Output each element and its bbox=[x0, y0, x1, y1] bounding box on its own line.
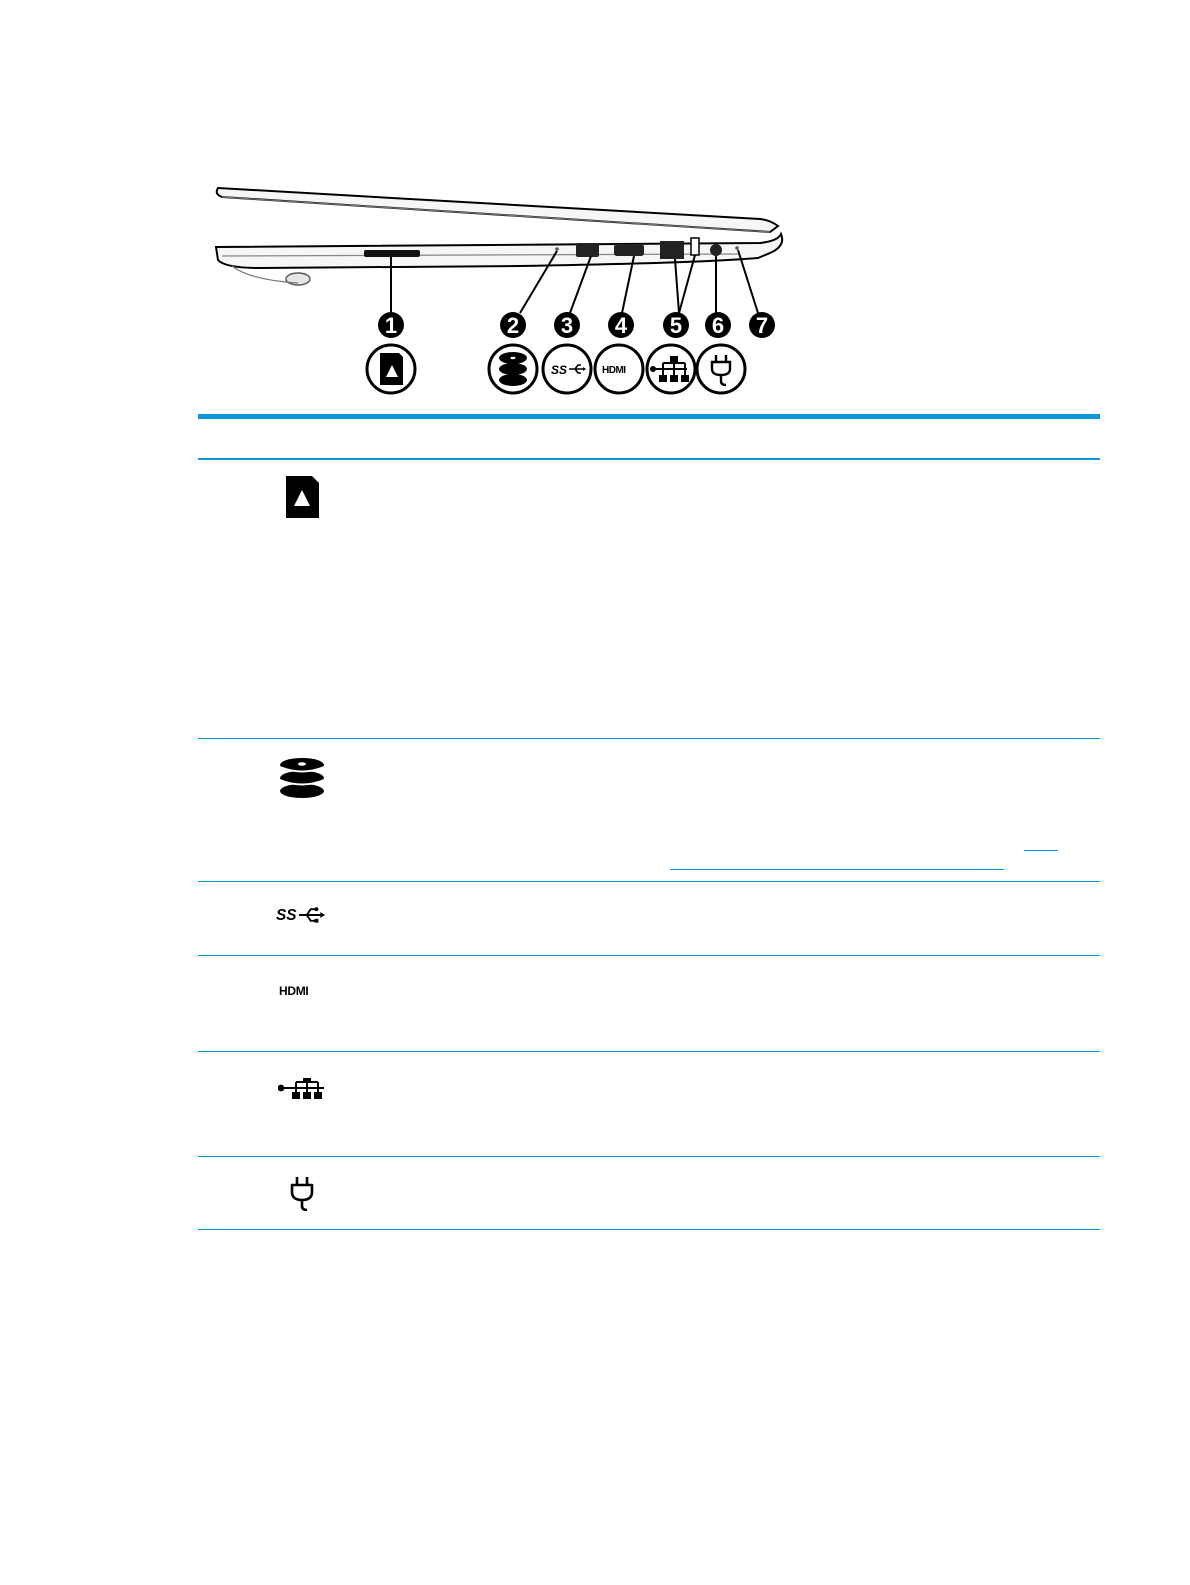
callout-icon-hdmi bbox=[595, 345, 643, 393]
callout-number: 2 bbox=[506, 313, 520, 338]
table-row bbox=[198, 739, 1100, 882]
row-icon bbox=[276, 1175, 328, 1227]
rj45-port bbox=[660, 241, 684, 259]
memory-card-slot bbox=[364, 250, 420, 257]
table-row bbox=[198, 460, 1100, 739]
callout-number: 5 bbox=[669, 313, 683, 338]
callout-number: 3 bbox=[560, 313, 574, 338]
callout-icon-drive bbox=[489, 345, 537, 393]
row-icon bbox=[276, 757, 328, 809]
link-underline bbox=[1024, 850, 1058, 851]
usb-superspeed-icon bbox=[276, 904, 328, 926]
callout-badge-7 bbox=[749, 312, 775, 338]
row-icon bbox=[276, 474, 328, 526]
table-top-rule bbox=[198, 414, 1100, 419]
laptop-right-side-figure bbox=[0, 0, 1190, 410]
memory-card-icon bbox=[282, 474, 322, 520]
table-row bbox=[198, 882, 1100, 956]
callout-icon-network bbox=[647, 345, 695, 393]
callout-badge-1 bbox=[378, 312, 404, 338]
drive-stack-icon bbox=[279, 757, 325, 799]
hdmi-port bbox=[614, 244, 644, 256]
svg-text:SS: SS bbox=[276, 906, 297, 924]
svg-text:SS: SS bbox=[551, 363, 568, 377]
power-connector bbox=[710, 244, 722, 256]
callout-number: 1 bbox=[384, 313, 398, 338]
drive-stack-icon bbox=[499, 352, 527, 386]
link-underline bbox=[670, 869, 1004, 870]
rj45-lights bbox=[691, 238, 699, 255]
callout-badge-6 bbox=[705, 312, 731, 338]
callout-badge-2 bbox=[500, 312, 526, 338]
callout-badge-3 bbox=[554, 312, 580, 338]
callout-icon-memory-card bbox=[367, 345, 415, 393]
row-icon bbox=[276, 984, 328, 1036]
callout-number: 6 bbox=[711, 313, 725, 338]
svg-text:HDMI: HDMI bbox=[602, 365, 626, 376]
power-plug-icon bbox=[287, 1175, 317, 1211]
callout-icon-usb bbox=[543, 345, 591, 393]
callout-number: 7 bbox=[755, 313, 769, 338]
callout-badges bbox=[378, 312, 775, 338]
drive-light bbox=[555, 247, 559, 251]
row-icon bbox=[276, 904, 328, 956]
table-row bbox=[198, 956, 1100, 1052]
components-table bbox=[198, 460, 1100, 1230]
hdmi-icon bbox=[278, 984, 326, 998]
callout-badge-5 bbox=[663, 312, 689, 338]
row-icon bbox=[276, 1078, 328, 1130]
callout-icon-power bbox=[697, 345, 745, 393]
table-row bbox=[198, 1052, 1100, 1157]
svg-text:HDMI: HDMI bbox=[279, 984, 309, 998]
callout-number: 4 bbox=[614, 313, 628, 338]
battery-light bbox=[735, 246, 739, 250]
network-rj45-icon bbox=[278, 1078, 326, 1100]
usb-port bbox=[576, 243, 599, 257]
table-row bbox=[198, 1157, 1100, 1230]
laptop-lid bbox=[217, 188, 778, 232]
callout-badge-4 bbox=[608, 312, 634, 338]
